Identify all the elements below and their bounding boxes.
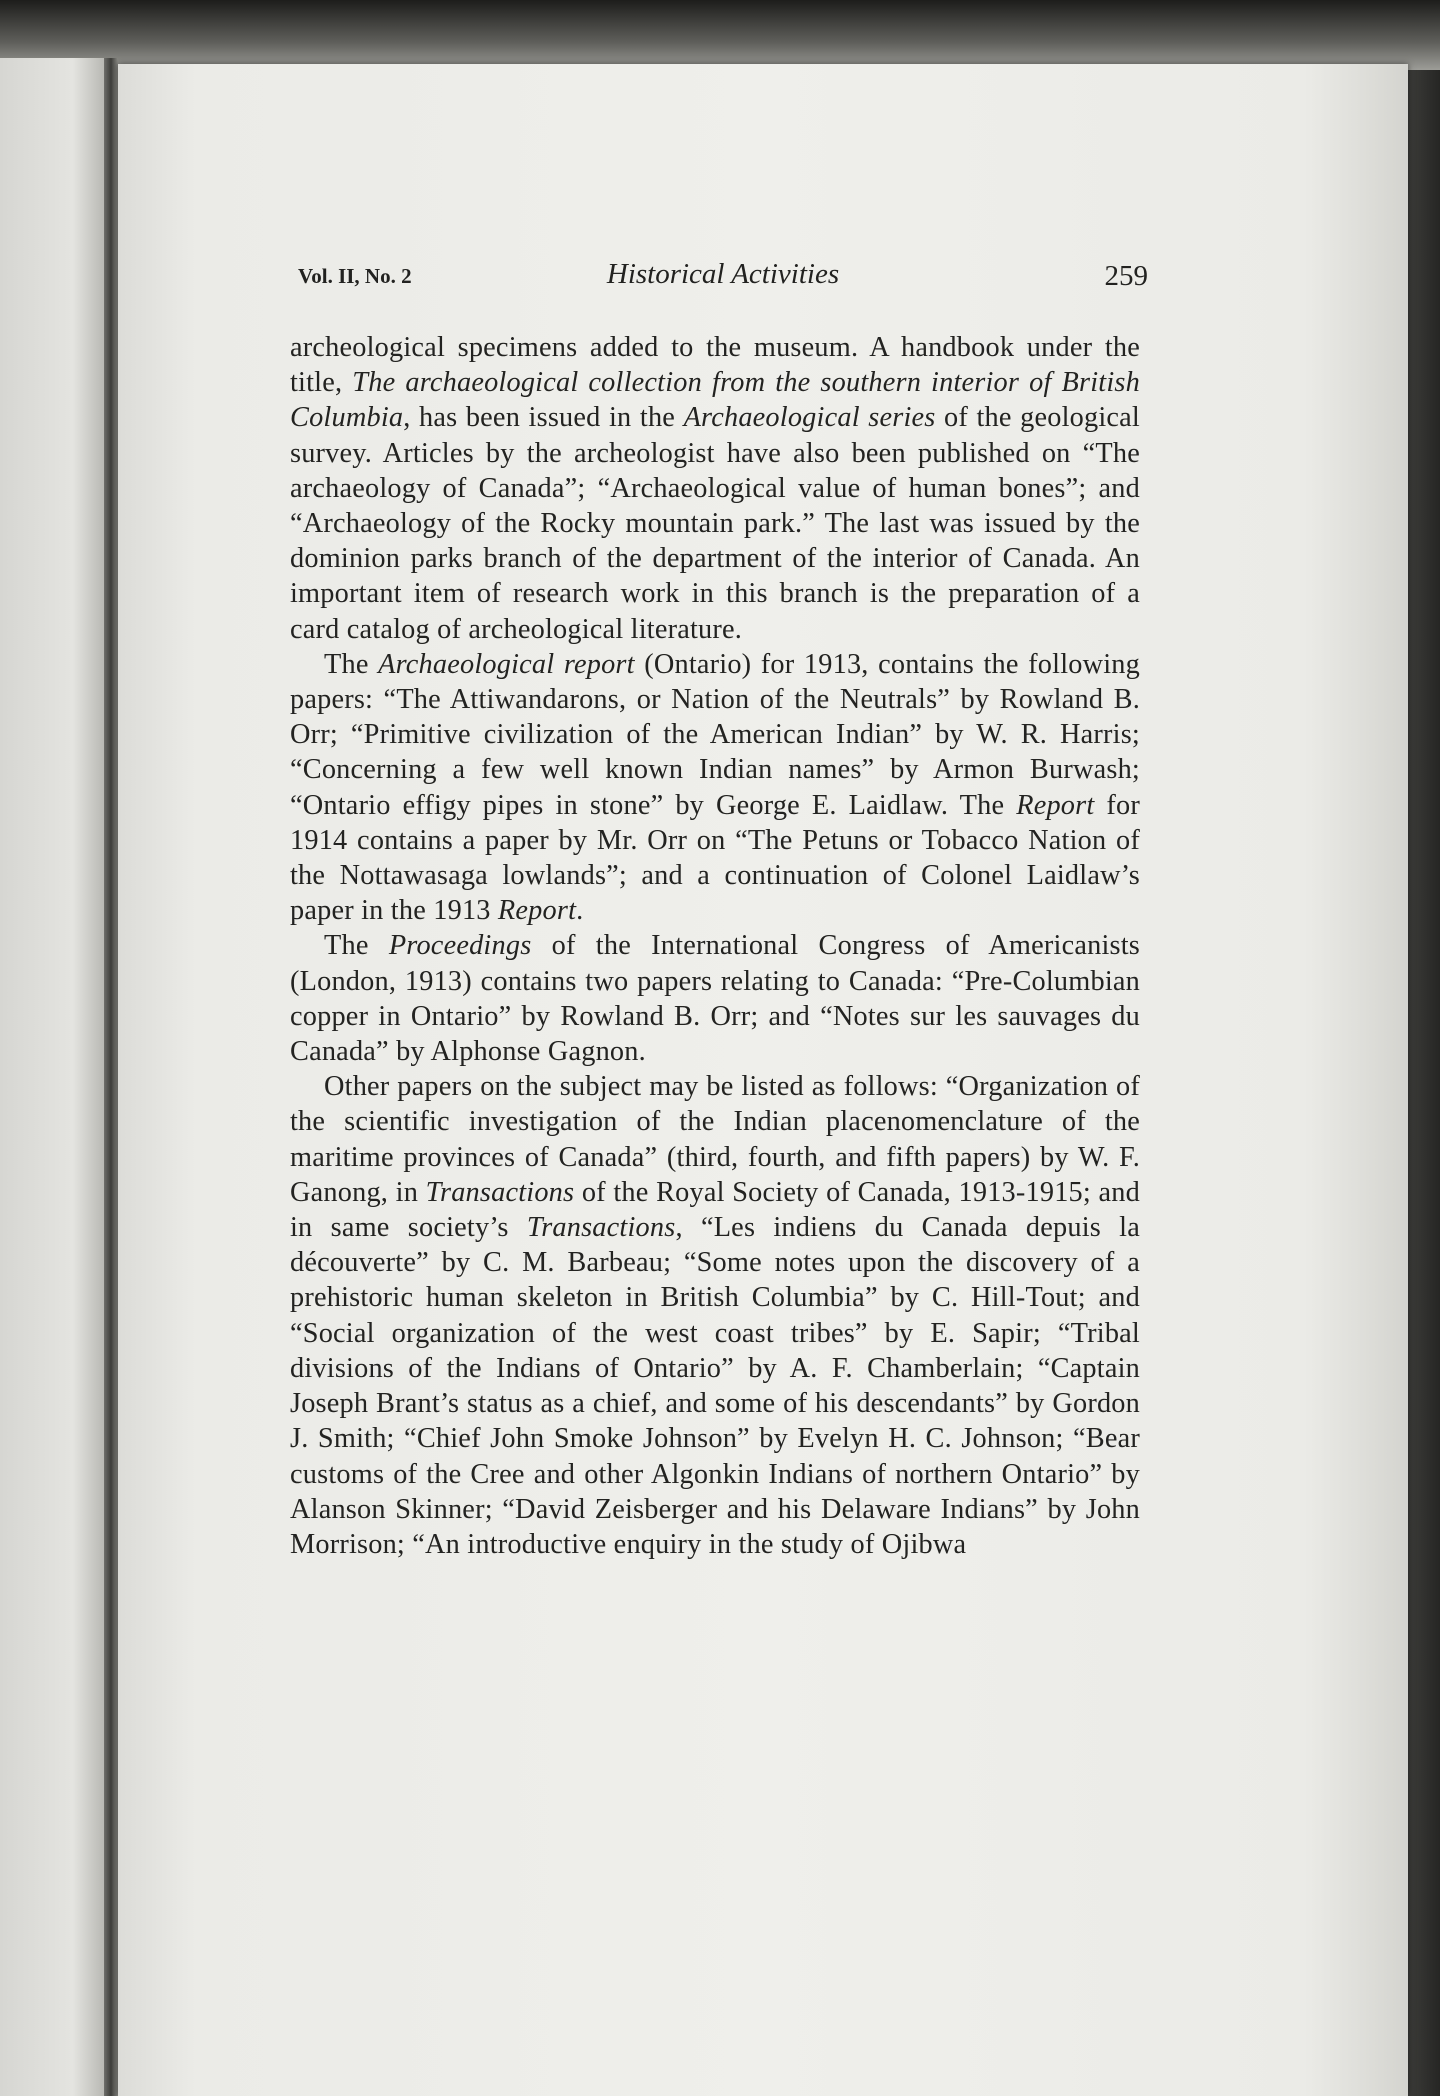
text-run: The [324,648,379,680]
running-title: Historical Activities [606,258,840,290]
text-run: The [324,930,389,962]
italic-text: Report [497,895,577,927]
text-run: of the International Congress of Americanists (London, 1913) contains two papers relating to Canada: “Pre-Columbian copper in Ontario” by Rowland B. Orr; and “Notes sur les sauvages du Canada” by Alphonse Gagnon. [290,930,1140,1068]
book-top-shadow [0,0,1440,70]
text-run: archeological specimens added to the museum. A handbook under the title, [290,332,1140,399]
text-run: for 1914 contains a paper by Mr. Orr on “The Petuns or Tobacco Nation of the Nottawasaga lowlands”; and a continuation of Colonel Laidlaw’s paper in the 1913 [290,789,1140,927]
italic-text: Transactions [526,1212,676,1244]
text-run: of the Royal Society of Canada, 1913-1915; and in same society’s [290,1176,1140,1244]
page-number: 259 [1104,260,1148,292]
text-run: , has been issued in the [403,402,684,434]
text-run: Other papers on the subject may be listed as follows: “Organization of the scientific investigation of the Indian placenomenclature of the maritime provinces of Canada” (third, fourth, and fifth papers) by W. F. Ganong, in [290,1071,1140,1208]
volume-label: Vol. II, No. 2 [298,264,412,288]
paragraph [290,928,1140,1069]
italic-text: Transactions [425,1176,575,1208]
paragraph [290,1069,1140,1562]
text-run: of the geological survey. Articles by the archeologist have also been published on “The archaeology of Canada”; “Archaeological value of human bones”; and “Archaeology of the Rocky mountain park.” The last was issued by the dominion parks branch of the department of the interior of Canada. An important item of research work in this branch is the preparation of a card catalog of archeological literature. [290,402,1140,645]
italic-text: The archaeological collection from the southern interior of British Columbia [290,367,1140,434]
text-run: . [576,895,584,927]
text-run: , “Les indiens du Canada depuis la découverte” by C. M. Barbeau; “Some notes upon the discovery of a prehistoric human skeleton in British Columbia” by C. Hill-Tout; and “Social organization of the west coast tribes” by E. Sapir; “Tribal divisions of the Indians of Ontario” by A. F. Chamberlain; “Captain Joseph Brant’s status as a chief, and some of his descendants” by Gordon J. Smith; “Chief John Smoke Johnson” by Evelyn H. C. Johnson; “Bear customs of the Cree and other Algonkin Indians of northern Ontario” by Alanson Skinner; “David Zeisberger and his Delaware Indians” by John Morrison; “An introductive enquiry in the study of Ojibwa [290,1212,1140,1560]
text-run: (Ontario) for 1913, contains the following papers: “The Attiwandarons, or Nation of the Neutrals” by Rowland B. Orr; “Primitive civilization of the American Indian” by W. R. Harris; “Concerning a few well known Indian names” by Armon Burwash; “Ontario effigy pipes in stone” by George E. Laidlaw. The [290,648,1141,821]
paragraph [290,647,1140,929]
italic-text: Report [1016,789,1095,821]
book-right-edge [1408,70,1440,2096]
body-text [290,330,1140,1562]
italic-text: Archaeological series [683,402,936,434]
italic-text: Proceedings [388,930,532,962]
running-header [298,258,1148,308]
book-gutter [104,58,118,2096]
italic-text: Archaeological report [378,648,635,680]
paragraph [290,330,1140,647]
facing-page-edge [0,58,104,2096]
